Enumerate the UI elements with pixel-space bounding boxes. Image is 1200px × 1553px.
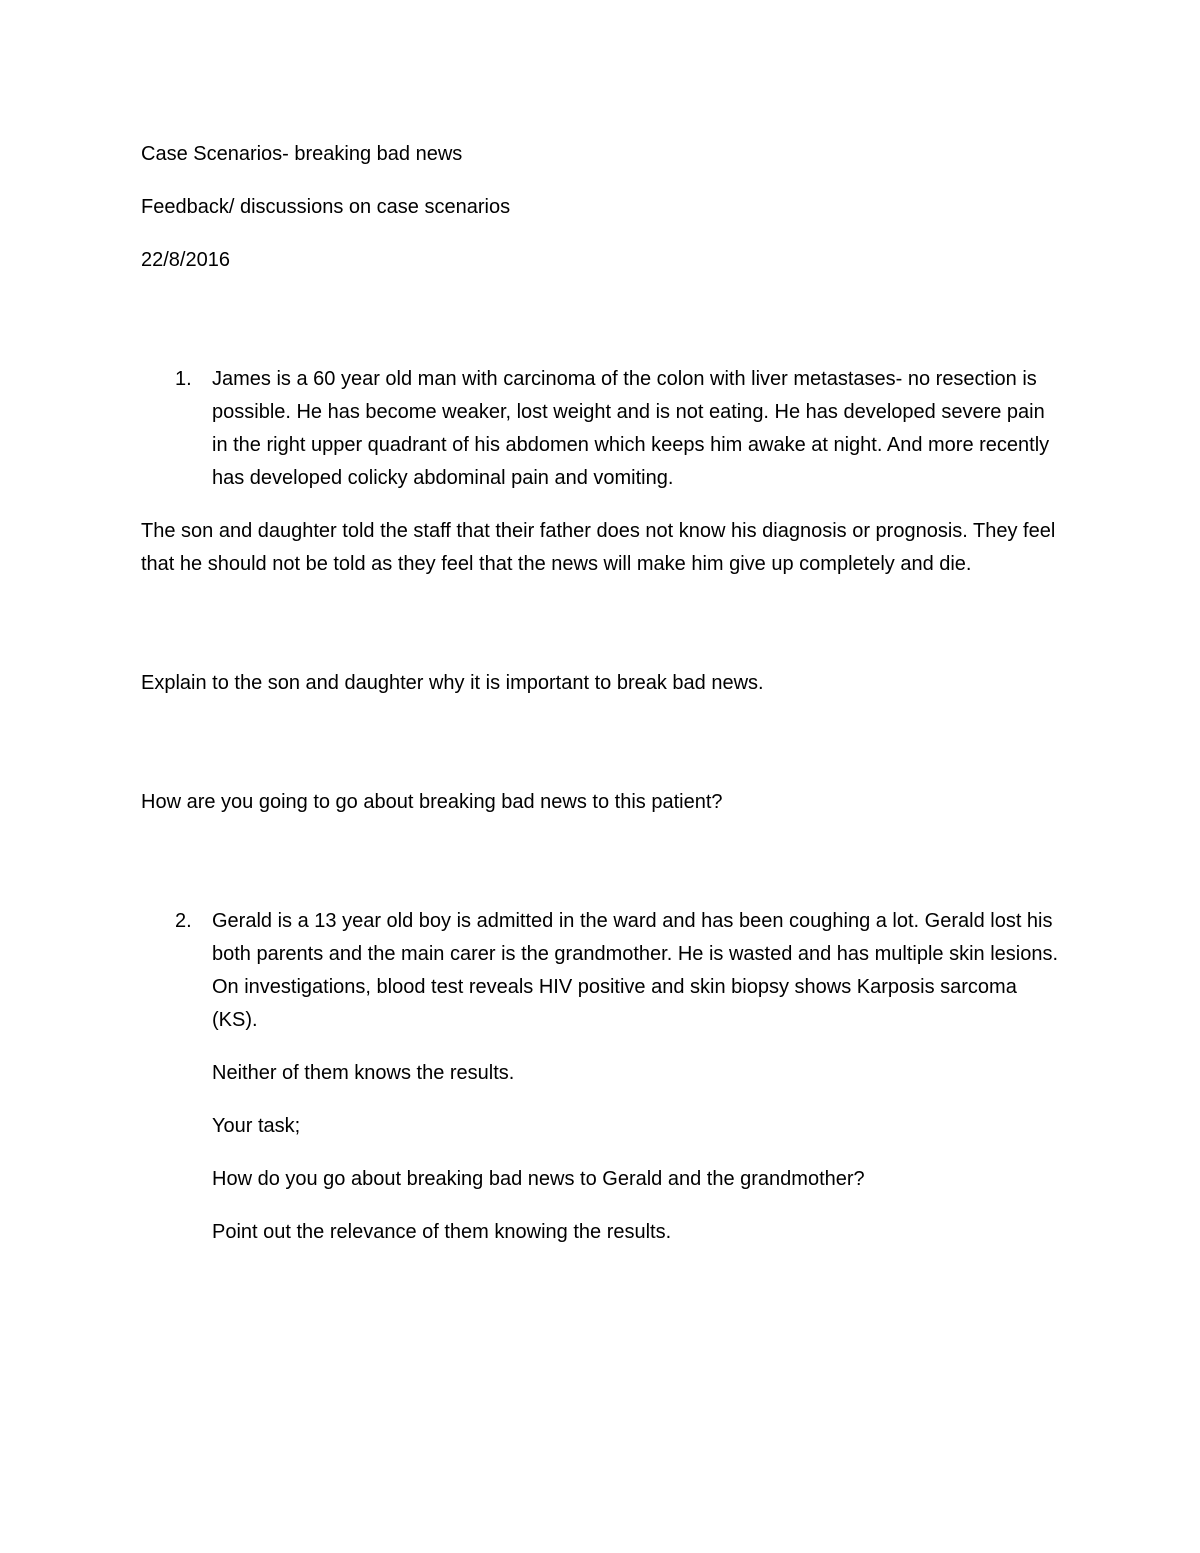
document-body	[141, 138, 1061, 1249]
case-scenario-2	[141, 905, 1061, 1249]
case-description: Gerald is a 13 year old boy is admitted in the ward and has been coughing a lot. Gerald lost his both parents and the main carer is the grandmother. He is wasted and has multiple skin lesions. On investigations, blood test reveals HIV positive and skin biopsy shows Karposis sarcoma (KS).	[212, 910, 1059, 1031]
case-number: 2.	[175, 910, 192, 932]
document-subtitle: Feedback/ discussions on case scenarios	[141, 196, 511, 218]
case-number: 1.	[175, 368, 192, 390]
case-context: The son and daughter told the staff that their father does not know his diagnosis or prognosis. They feel that he should not be told as they feel that the news will make him give up completely and die.	[141, 520, 1056, 575]
case-scenario-1	[141, 363, 1061, 495]
case-note: Neither of them knows the results.	[212, 1062, 515, 1084]
task-label: Your task;	[212, 1115, 301, 1137]
case-question: How are you going to go about breaking bad news to this patient?	[141, 791, 723, 813]
document-date: 22/8/2016	[141, 249, 230, 271]
case-question: Point out the relevance of them knowing the results.	[212, 1221, 672, 1243]
case-description: James is a 60 year old man with carcinoma of the colon with liver metastases- no resection is possible. He has become weaker, lost weight and is not eating. He has developed severe pain in the right upper quadrant of his abdomen which keeps him awake at night. And more recently has developed colicky abdominal pain and vomiting.	[212, 368, 1050, 489]
document-title: Case Scenarios- breaking bad news	[141, 143, 463, 165]
case-question: How do you go about breaking bad news to Gerald and the grandmother?	[212, 1168, 865, 1190]
case-question: Explain to the son and daughter why it is important to break bad news.	[141, 672, 764, 694]
